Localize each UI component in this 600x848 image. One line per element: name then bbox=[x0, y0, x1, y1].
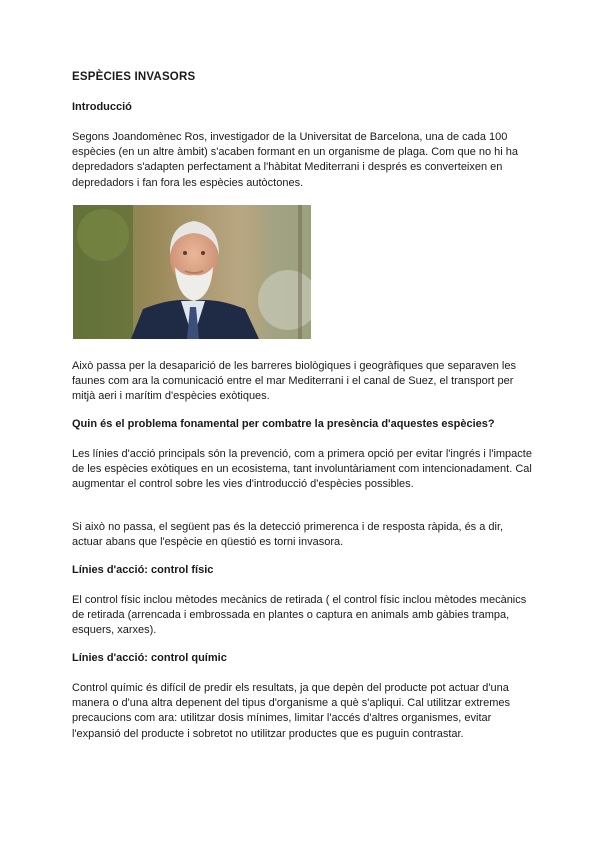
paragraph-control-fisic: El control físic inclou mètodes mecànics de retirada ( el control físic inclou mètodes mecànics de retirada (arrencada i embrossada en plantes o captura en animals amb gàbies trampa, esquers, xarxes). bbox=[72, 594, 527, 637]
heading-control-quimic: Línies d'acció: control químic bbox=[72, 652, 227, 664]
portrait-photo bbox=[73, 205, 311, 339]
document-title: ESPÈCIES INVASORS bbox=[72, 71, 196, 83]
paragraph-prevencio: Les línies d'acció principals són la prevenció, com a primera opció per evitar l'ingrés i l'impacte de les espècies exòtiques en un ecosistema, tant involuntàriament com intencionadament. Cal augmentar el control sobre les vies d'introducció d'espècies possibles. bbox=[72, 448, 532, 491]
paragraph-control-quimic: Control químic és difícil de predir els resultats, ja que depèn del producte pot actuar d'una manera o d'una altra depenent del tipus d'organisme a què s'apliqui. Cal utilitzar extremes precaucions com ara: utilitzar dosis mínimes, limitar l'accés d'altres organismes, evitar l'expansió del producte i sobretot no utilitzar productes que es puguin contrastar. bbox=[72, 682, 510, 740]
heading-control-fisic: Línies d'acció: control físic bbox=[72, 564, 214, 576]
heading-problema: Quin és el problema fonamental per combatre la presència d'aquestes espècies? bbox=[72, 418, 495, 430]
paragraph-intro: Segons Joandomènec Ros, investigador de la Universitat de Barcelona, una de cada 100 espècies (en un altre àmbit) s'acaben formant en un organisme de plaga. Com que no hi ha depredadors s'adapten perfectament a l'hàbitat Mediterrani i després es converteixen en depredadors i fan fora les espècies autòctones. bbox=[72, 131, 519, 189]
paragraph-barreres: Això passa per la desaparició de les barreres biològiques i geogràfiques que separaven les faunes com ara la comunicació entre el mar Mediterrani i el canal de Suez, el transport per mitjà aeri i marítim d'espècies exòtiques. bbox=[72, 360, 516, 403]
heading-introduccio: Introducció bbox=[72, 101, 132, 113]
paragraph-deteccio: Si això no passa, el següent pas és la detecció primerenca i de resposta ràpida, és a dir, actuar abans que l'espècie en qüestió es torni invasora. bbox=[72, 521, 504, 549]
